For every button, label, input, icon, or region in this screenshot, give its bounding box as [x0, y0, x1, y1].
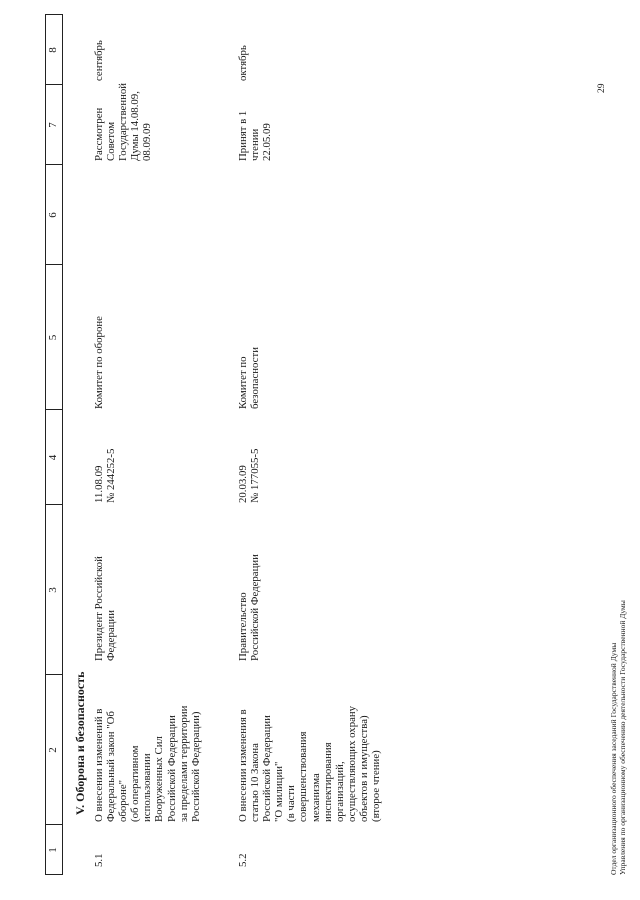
registration: 20.03.09 № 177055-5: [237, 448, 262, 503]
col-number-6: 6: [47, 212, 59, 218]
law-title: О внесении изменения в статью 10 Закона Российской Федерации "О милиции" (в части совершенствования механизма инспектирования организаций, осуществляющих охрану объектов и имущества) (второе чтение): [237, 705, 383, 822]
review-status: Рассмотрен Советом Государственной Думы 14.08.09, 08.09.09: [93, 82, 154, 161]
col-number-1: 1: [47, 847, 59, 853]
col-number-3: 3: [47, 587, 59, 593]
initiator: Правительство Российской Федерации: [237, 554, 262, 661]
col-number-2: 2: [47, 747, 59, 753]
plan-table: [45, 15, 610, 875]
footer-line-1: Отдел организационного обеспечения заседаний Государственной Думы: [609, 642, 618, 875]
row-number: 5.2: [237, 853, 249, 867]
footer: [609, 600, 627, 875]
initiator: Президент Российской Федерации: [93, 556, 118, 661]
page-number: 29: [597, 83, 607, 93]
footer-line-2: Управления по организационному обеспечению деятельности Государственной Думы: [618, 600, 627, 875]
col-number-4: 4: [47, 454, 59, 461]
col-number-7: 7: [47, 122, 59, 128]
row-number: 5.1: [93, 853, 105, 867]
col-number-8: 8: [47, 47, 59, 53]
law-title: О внесении изменений в Федеральный закон "Об обороне" (об оперативном использовании Вооруженных Сил Российской Федерации за пределами территории Российской Федерации): [93, 705, 202, 822]
planned-term: сентябрь: [93, 40, 105, 81]
committee: Комитет по обороне: [93, 316, 105, 409]
section-title: V. Оборона и безопасность: [73, 671, 87, 815]
rotated-page: [5, 5, 635, 895]
review-status: Принят в 1 чтении 22.05.09: [237, 110, 274, 161]
planned-term: октябрь: [237, 45, 249, 81]
registration: 11.08.09 № 244252-5: [93, 448, 118, 503]
committee: Комитет по безопасности: [237, 347, 262, 409]
col-number-5: 5: [47, 334, 59, 341]
